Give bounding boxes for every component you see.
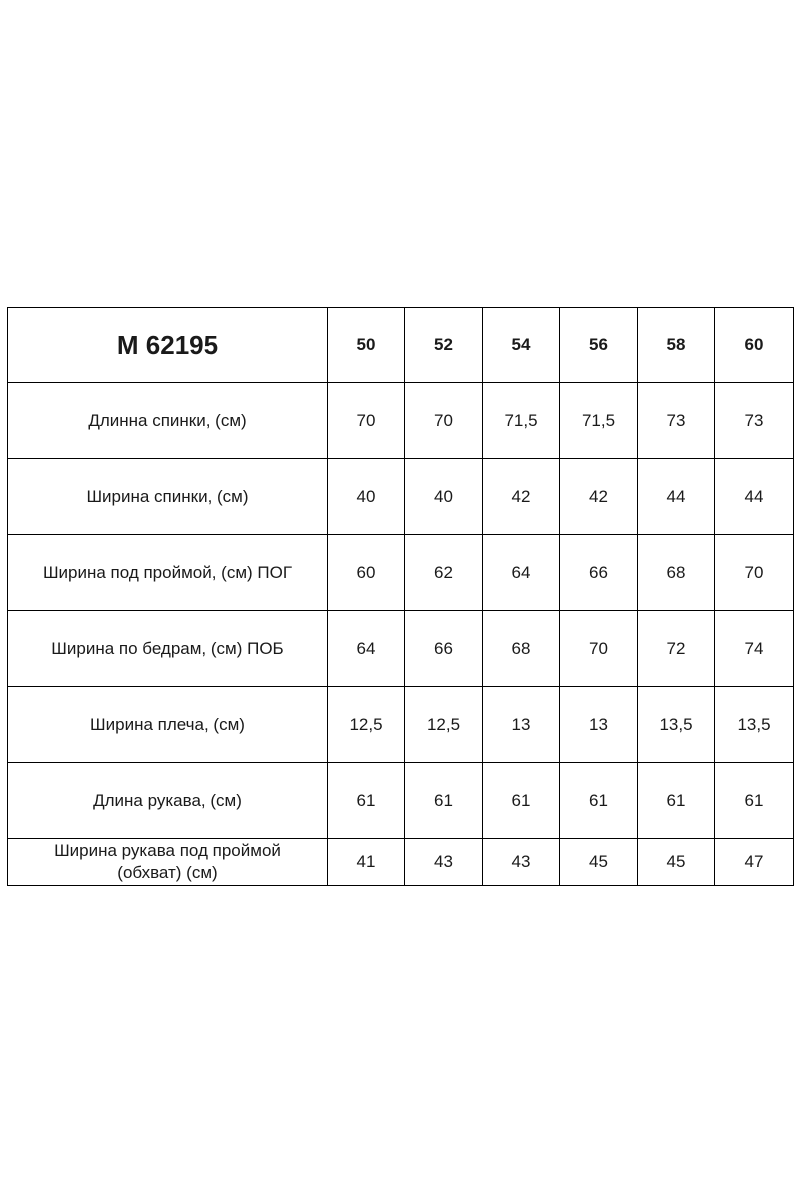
- table-cell: 61: [483, 763, 560, 839]
- table-cell: 70: [328, 383, 405, 459]
- model-number: М 62195: [8, 308, 328, 383]
- table-cell: 41: [328, 839, 405, 886]
- table-cell: 71,5: [483, 383, 560, 459]
- table-row: [8, 839, 794, 886]
- header-row: [8, 308, 794, 383]
- table-cell: 73: [715, 383, 794, 459]
- table-cell: 40: [328, 459, 405, 535]
- table-cell: 12,5: [328, 687, 405, 763]
- table-cell: 13: [560, 687, 638, 763]
- table-cell: 47: [715, 839, 794, 886]
- table-cell: 61: [328, 763, 405, 839]
- table-cell: 64: [483, 535, 560, 611]
- table-cell: 43: [483, 839, 560, 886]
- table-cell: 45: [560, 839, 638, 886]
- size-header-56: 56: [560, 308, 638, 383]
- table-cell: 43: [405, 839, 483, 886]
- table-cell: 71,5: [560, 383, 638, 459]
- table-cell: 61: [405, 763, 483, 839]
- table-row: [8, 763, 794, 839]
- row-label: Ширина рукава под проймой (обхват) (см): [54, 841, 281, 882]
- row-label: Длинна спинки, (см): [8, 383, 328, 459]
- row-label: Ширина спинки, (см): [8, 459, 328, 535]
- table-cell: 45: [638, 839, 715, 886]
- table-cell: 60: [328, 535, 405, 611]
- table-cell: 66: [405, 611, 483, 687]
- row-label: Ширина под проймой, (см) ПОГ: [8, 535, 328, 611]
- table-cell: 68: [638, 535, 715, 611]
- table-cell: 70: [560, 611, 638, 687]
- size-header-52: 52: [405, 308, 483, 383]
- table-cell: 13,5: [715, 687, 794, 763]
- size-header-58: 58: [638, 308, 715, 383]
- row-label: Ширина по бедрам, (см) ПОБ: [8, 611, 328, 687]
- table-cell: 64: [328, 611, 405, 687]
- table-cell: 42: [560, 459, 638, 535]
- table-row: [8, 611, 794, 687]
- table-cell: 13,5: [638, 687, 715, 763]
- row-label: Длина рукава, (см): [8, 763, 328, 839]
- row-label: Ширина плеча, (см): [8, 687, 328, 763]
- row-label-cell: [8, 839, 328, 886]
- table-cell: 66: [560, 535, 638, 611]
- size-header-60: 60: [715, 308, 794, 383]
- table-cell: 73: [638, 383, 715, 459]
- size-chart-table: [7, 307, 794, 886]
- table-cell: 44: [638, 459, 715, 535]
- table-cell: 42: [483, 459, 560, 535]
- table-cell: 12,5: [405, 687, 483, 763]
- table-cell: 61: [560, 763, 638, 839]
- table-cell: 13: [483, 687, 560, 763]
- size-header-54: 54: [483, 308, 560, 383]
- table-row: [8, 383, 794, 459]
- table-cell: 74: [715, 611, 794, 687]
- table-row: [8, 535, 794, 611]
- table-cell: 40: [405, 459, 483, 535]
- table-row: [8, 687, 794, 763]
- table-cell: 68: [483, 611, 560, 687]
- table-cell: 62: [405, 535, 483, 611]
- table-cell: 72: [638, 611, 715, 687]
- table-cell: 44: [715, 459, 794, 535]
- table-cell: 70: [405, 383, 483, 459]
- table-cell: 61: [715, 763, 794, 839]
- table-cell: 61: [638, 763, 715, 839]
- table-row: [8, 459, 794, 535]
- size-header-50: 50: [328, 308, 405, 383]
- table-cell: 70: [715, 535, 794, 611]
